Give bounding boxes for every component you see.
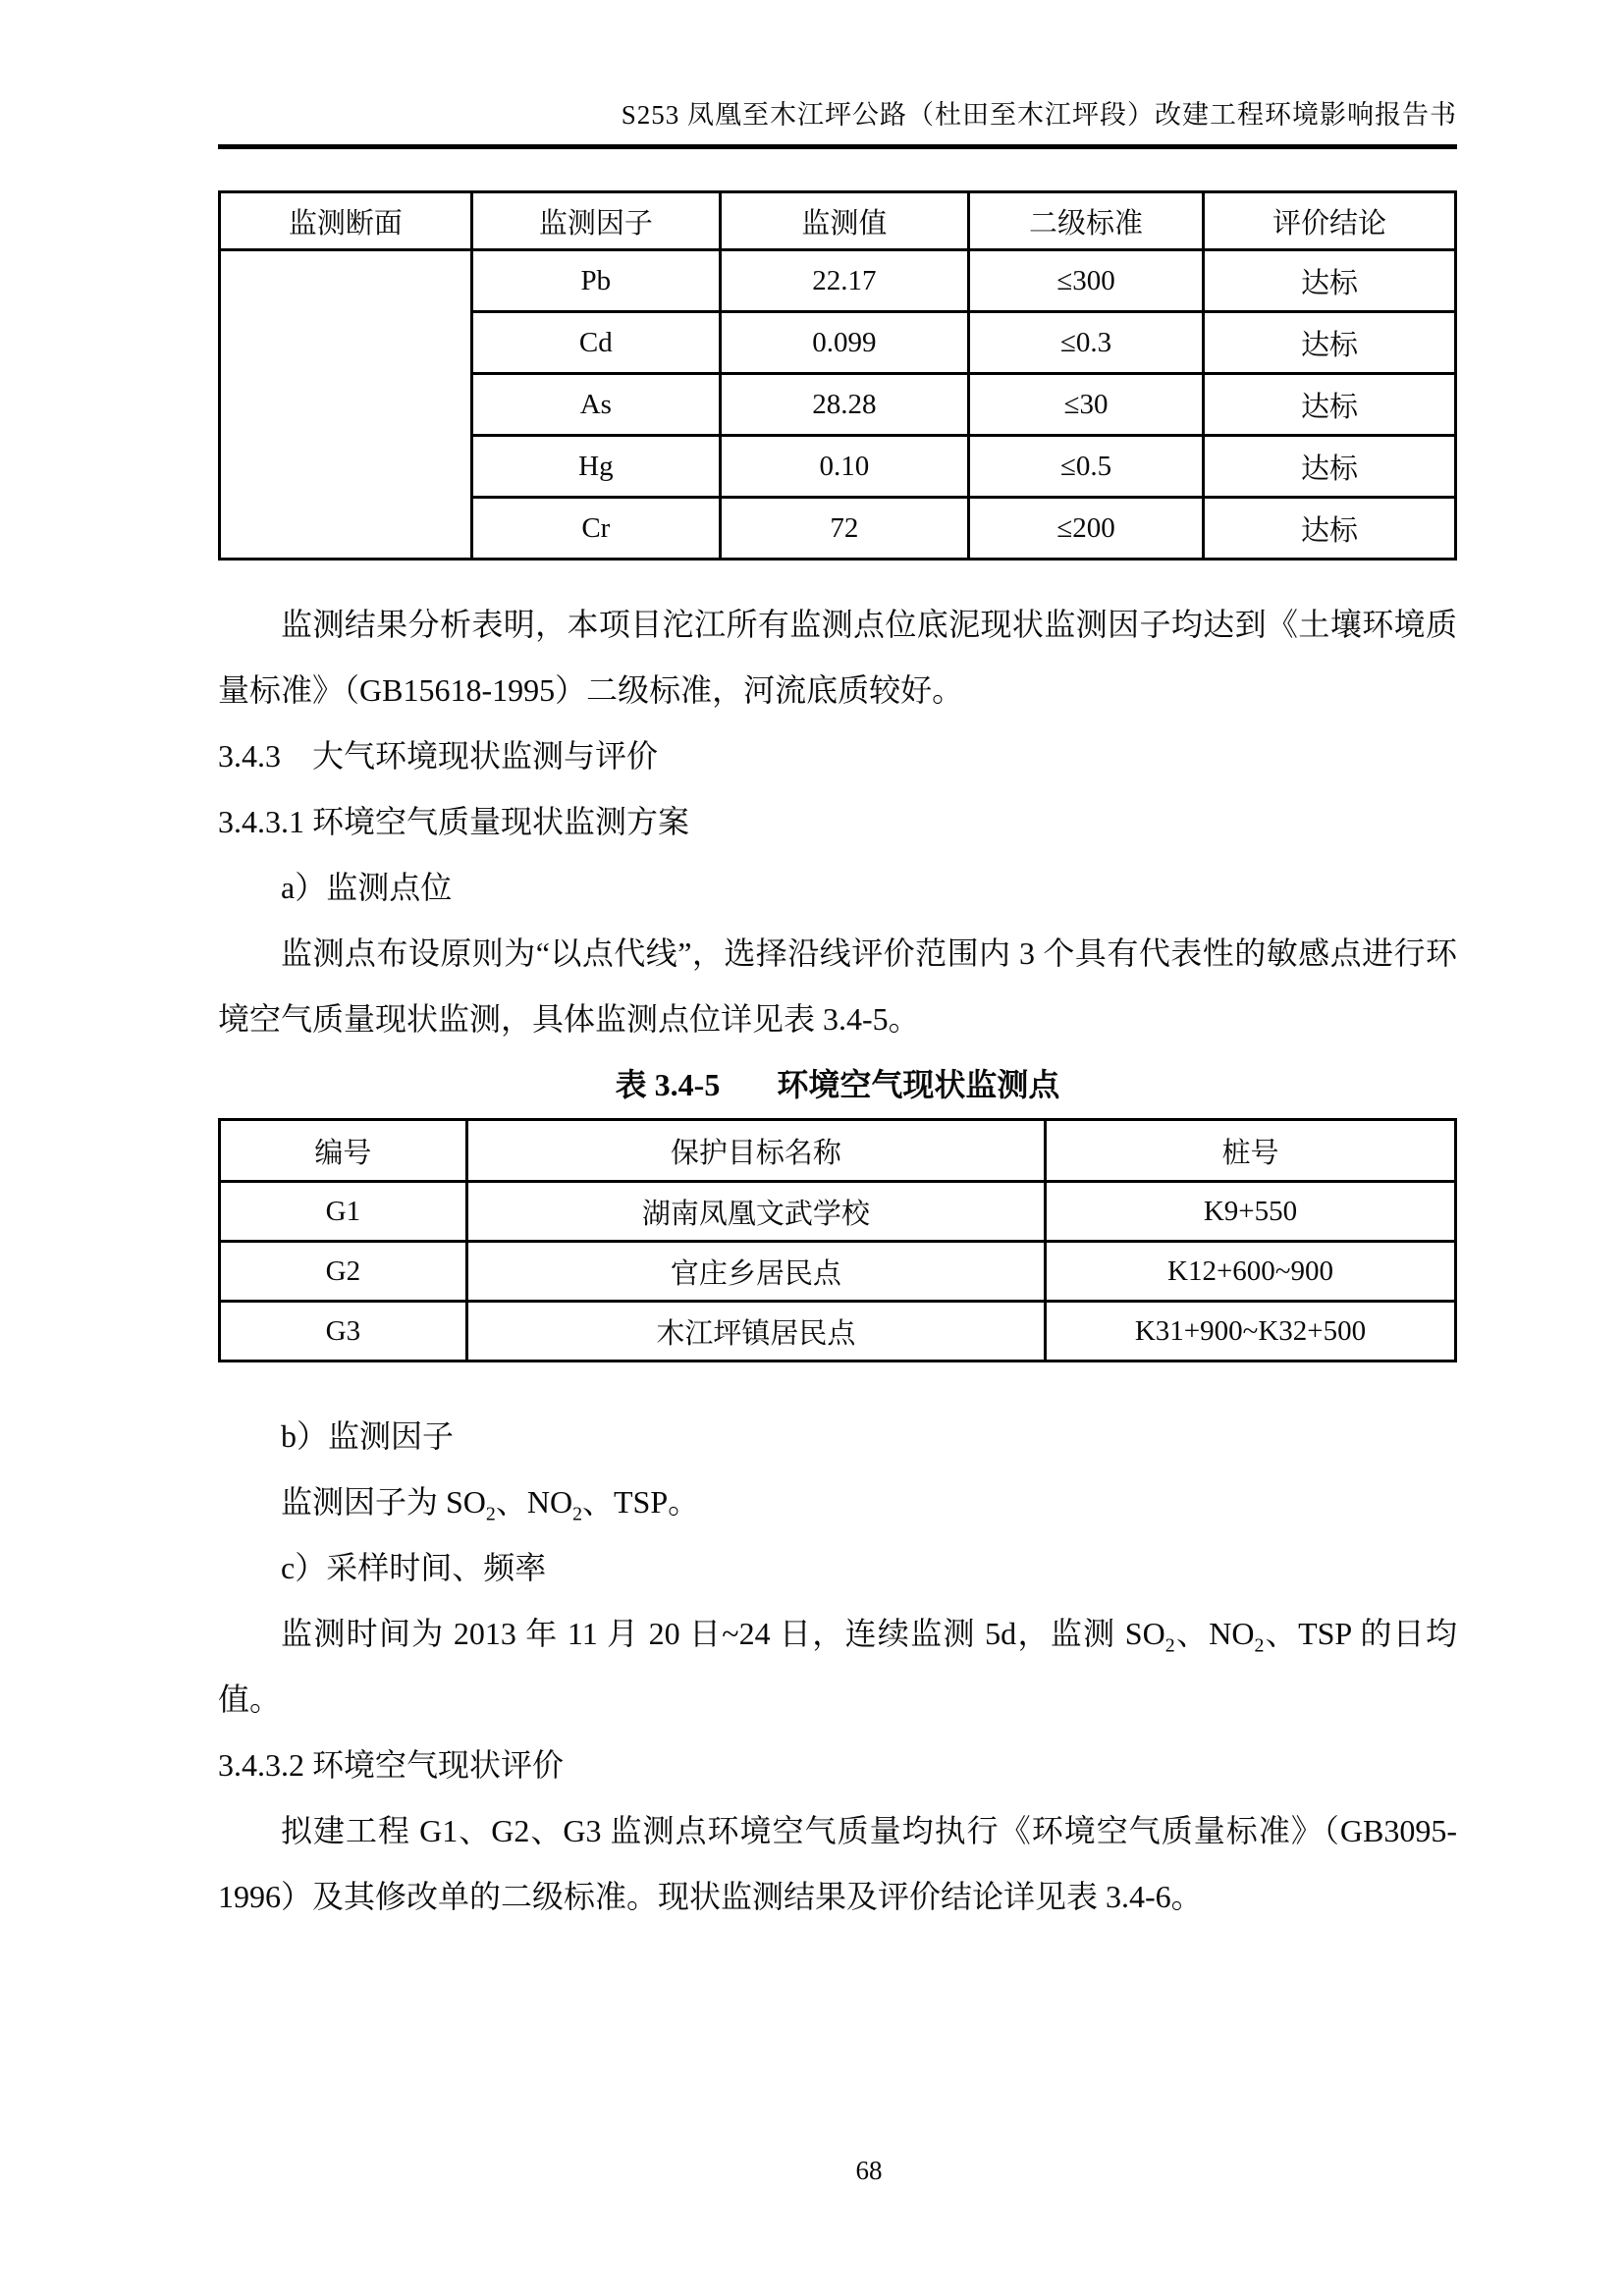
heading-3-4-3-2: 3.4.3.2 环境空气现状评价: [218, 1747, 565, 1783]
conclusion-cell: 达标: [1204, 312, 1456, 374]
sediment-monitoring-table: [218, 190, 1457, 561]
value-cell: 72: [720, 498, 968, 560]
factors-text: 、TSP。: [582, 1484, 700, 1520]
factor-cell: Pb: [471, 250, 720, 312]
paragraph-monitoring-points: 监测点布设原则为“以点代线”，选择沿线评价范围内 3 个具有代表性的敏感点进行环境空气质量现状监测，具体监测点位详见表 3.4-5。: [218, 935, 1457, 1037]
factors-text: 、NO: [495, 1484, 573, 1520]
col-header-stake: 桩号: [1046, 1120, 1456, 1182]
subscript: 2: [485, 1503, 496, 1525]
target-name-cell: 湖南凤凰文武学校: [466, 1182, 1045, 1242]
page-header-title: S253 凤凰至木江坪公路（杜田至木江坪段）改建工程环境影响报告书: [621, 100, 1457, 130]
standard-cell: ≤30: [968, 374, 1203, 436]
subscript: 2: [1254, 1634, 1265, 1657]
header-divider: [218, 144, 1457, 149]
id-cell: G1: [220, 1182, 467, 1242]
value-cell: 22.17: [720, 250, 968, 312]
table-header-row: [220, 192, 1456, 250]
table-row: [220, 1182, 1456, 1242]
subscript: 2: [572, 1503, 582, 1525]
list-item-b: b）监测因子: [281, 1418, 455, 1454]
value-cell: 28.28: [720, 374, 968, 436]
table-header-row: [220, 1120, 1456, 1182]
factor-cell: Cd: [471, 312, 720, 374]
factor-cell: As: [471, 374, 720, 436]
paragraph-monitoring-result: 监测结果分析表明，本项目沱江所有监测点位底泥现状监测因子均达到《土壤环境质量标准》（GB15618-1995）二级标准，河流底质较好。: [218, 607, 1457, 708]
stake-cell: K9+550: [1046, 1182, 1456, 1242]
col-header-value: 监测值: [720, 192, 968, 250]
id-cell: G2: [220, 1242, 467, 1302]
standard-cell: ≤0.5: [968, 436, 1203, 498]
page-number: 68: [855, 2156, 883, 2185]
section-merged-cell: [220, 250, 472, 560]
standard-cell: ≤0.3: [968, 312, 1203, 374]
heading-3-4-3: 3.4.3 大气环境现状监测与评价: [218, 738, 659, 774]
id-cell: G3: [220, 1302, 467, 1362]
time-text: 、NO: [1174, 1616, 1255, 1651]
table-caption-title: 环境空气现状监测点: [777, 1067, 1060, 1102]
table-caption-label: 表 3.4-5: [615, 1067, 721, 1102]
body-text-block-2: [218, 1404, 1457, 1930]
time-text: 、TSP 的日均值。: [218, 1616, 1457, 1717]
page-footer: [0, 2156, 1624, 2186]
conclusion-cell: 达标: [1204, 250, 1456, 312]
time-text: 监测时间为 2013 年 11 月 20 日~24 日，连续监测 5d，监测 SO: [281, 1616, 1165, 1651]
page-content: [218, 0, 1457, 1930]
list-item-c: c）采样时间、频率: [281, 1550, 547, 1585]
col-header-id: 编号: [220, 1120, 467, 1182]
factors-text: 监测因子为 SO: [281, 1484, 486, 1520]
conclusion-cell: 达标: [1204, 374, 1456, 436]
paragraph-sampling-time: [218, 1601, 1457, 1733]
factor-cell: Hg: [471, 436, 720, 498]
body-text-block: [218, 592, 1457, 1118]
conclusion-cell: 达标: [1204, 436, 1456, 498]
conclusion-cell: 达标: [1204, 498, 1456, 560]
subscript: 2: [1164, 1634, 1175, 1657]
standard-cell: ≤300: [968, 250, 1203, 312]
paragraph-monitoring-factors: [218, 1469, 1457, 1535]
table-row: [220, 250, 1456, 312]
standard-cell: ≤200: [968, 498, 1203, 560]
factor-cell: Cr: [471, 498, 720, 560]
paragraph-air-evaluation: 拟建工程 G1、G2、G3 监测点环境空气质量均执行《环境空气质量标准》（GB3095-1996）及其修改单的二级标准。现状监测结果及评价结论详见表 3.4-6。: [218, 1813, 1457, 1914]
col-header-standard: 二级标准: [968, 192, 1203, 250]
table-caption-3-4-5: [218, 1052, 1457, 1118]
table-row: [220, 1242, 1456, 1302]
air-monitoring-points-table: [218, 1118, 1457, 1362]
stake-cell: K12+600~900: [1046, 1242, 1456, 1302]
col-header-factor: 监测因子: [471, 192, 720, 250]
stake-cell: K31+900~K32+500: [1046, 1302, 1456, 1362]
heading-3-4-3-1: 3.4.3.1 环境空气质量现状监测方案: [218, 804, 690, 839]
value-cell: 0.10: [720, 436, 968, 498]
col-header-conclusion: 评价结论: [1204, 192, 1456, 250]
target-name-cell: 木江坪镇居民点: [466, 1302, 1045, 1362]
table-row: [220, 1302, 1456, 1362]
col-header-target-name: 保护目标名称: [466, 1120, 1045, 1182]
target-name-cell: 官庄乡居民点: [466, 1242, 1045, 1302]
col-header-section: 监测断面: [220, 192, 472, 250]
value-cell: 0.099: [720, 312, 968, 374]
list-item-a: a）监测点位: [281, 870, 453, 905]
